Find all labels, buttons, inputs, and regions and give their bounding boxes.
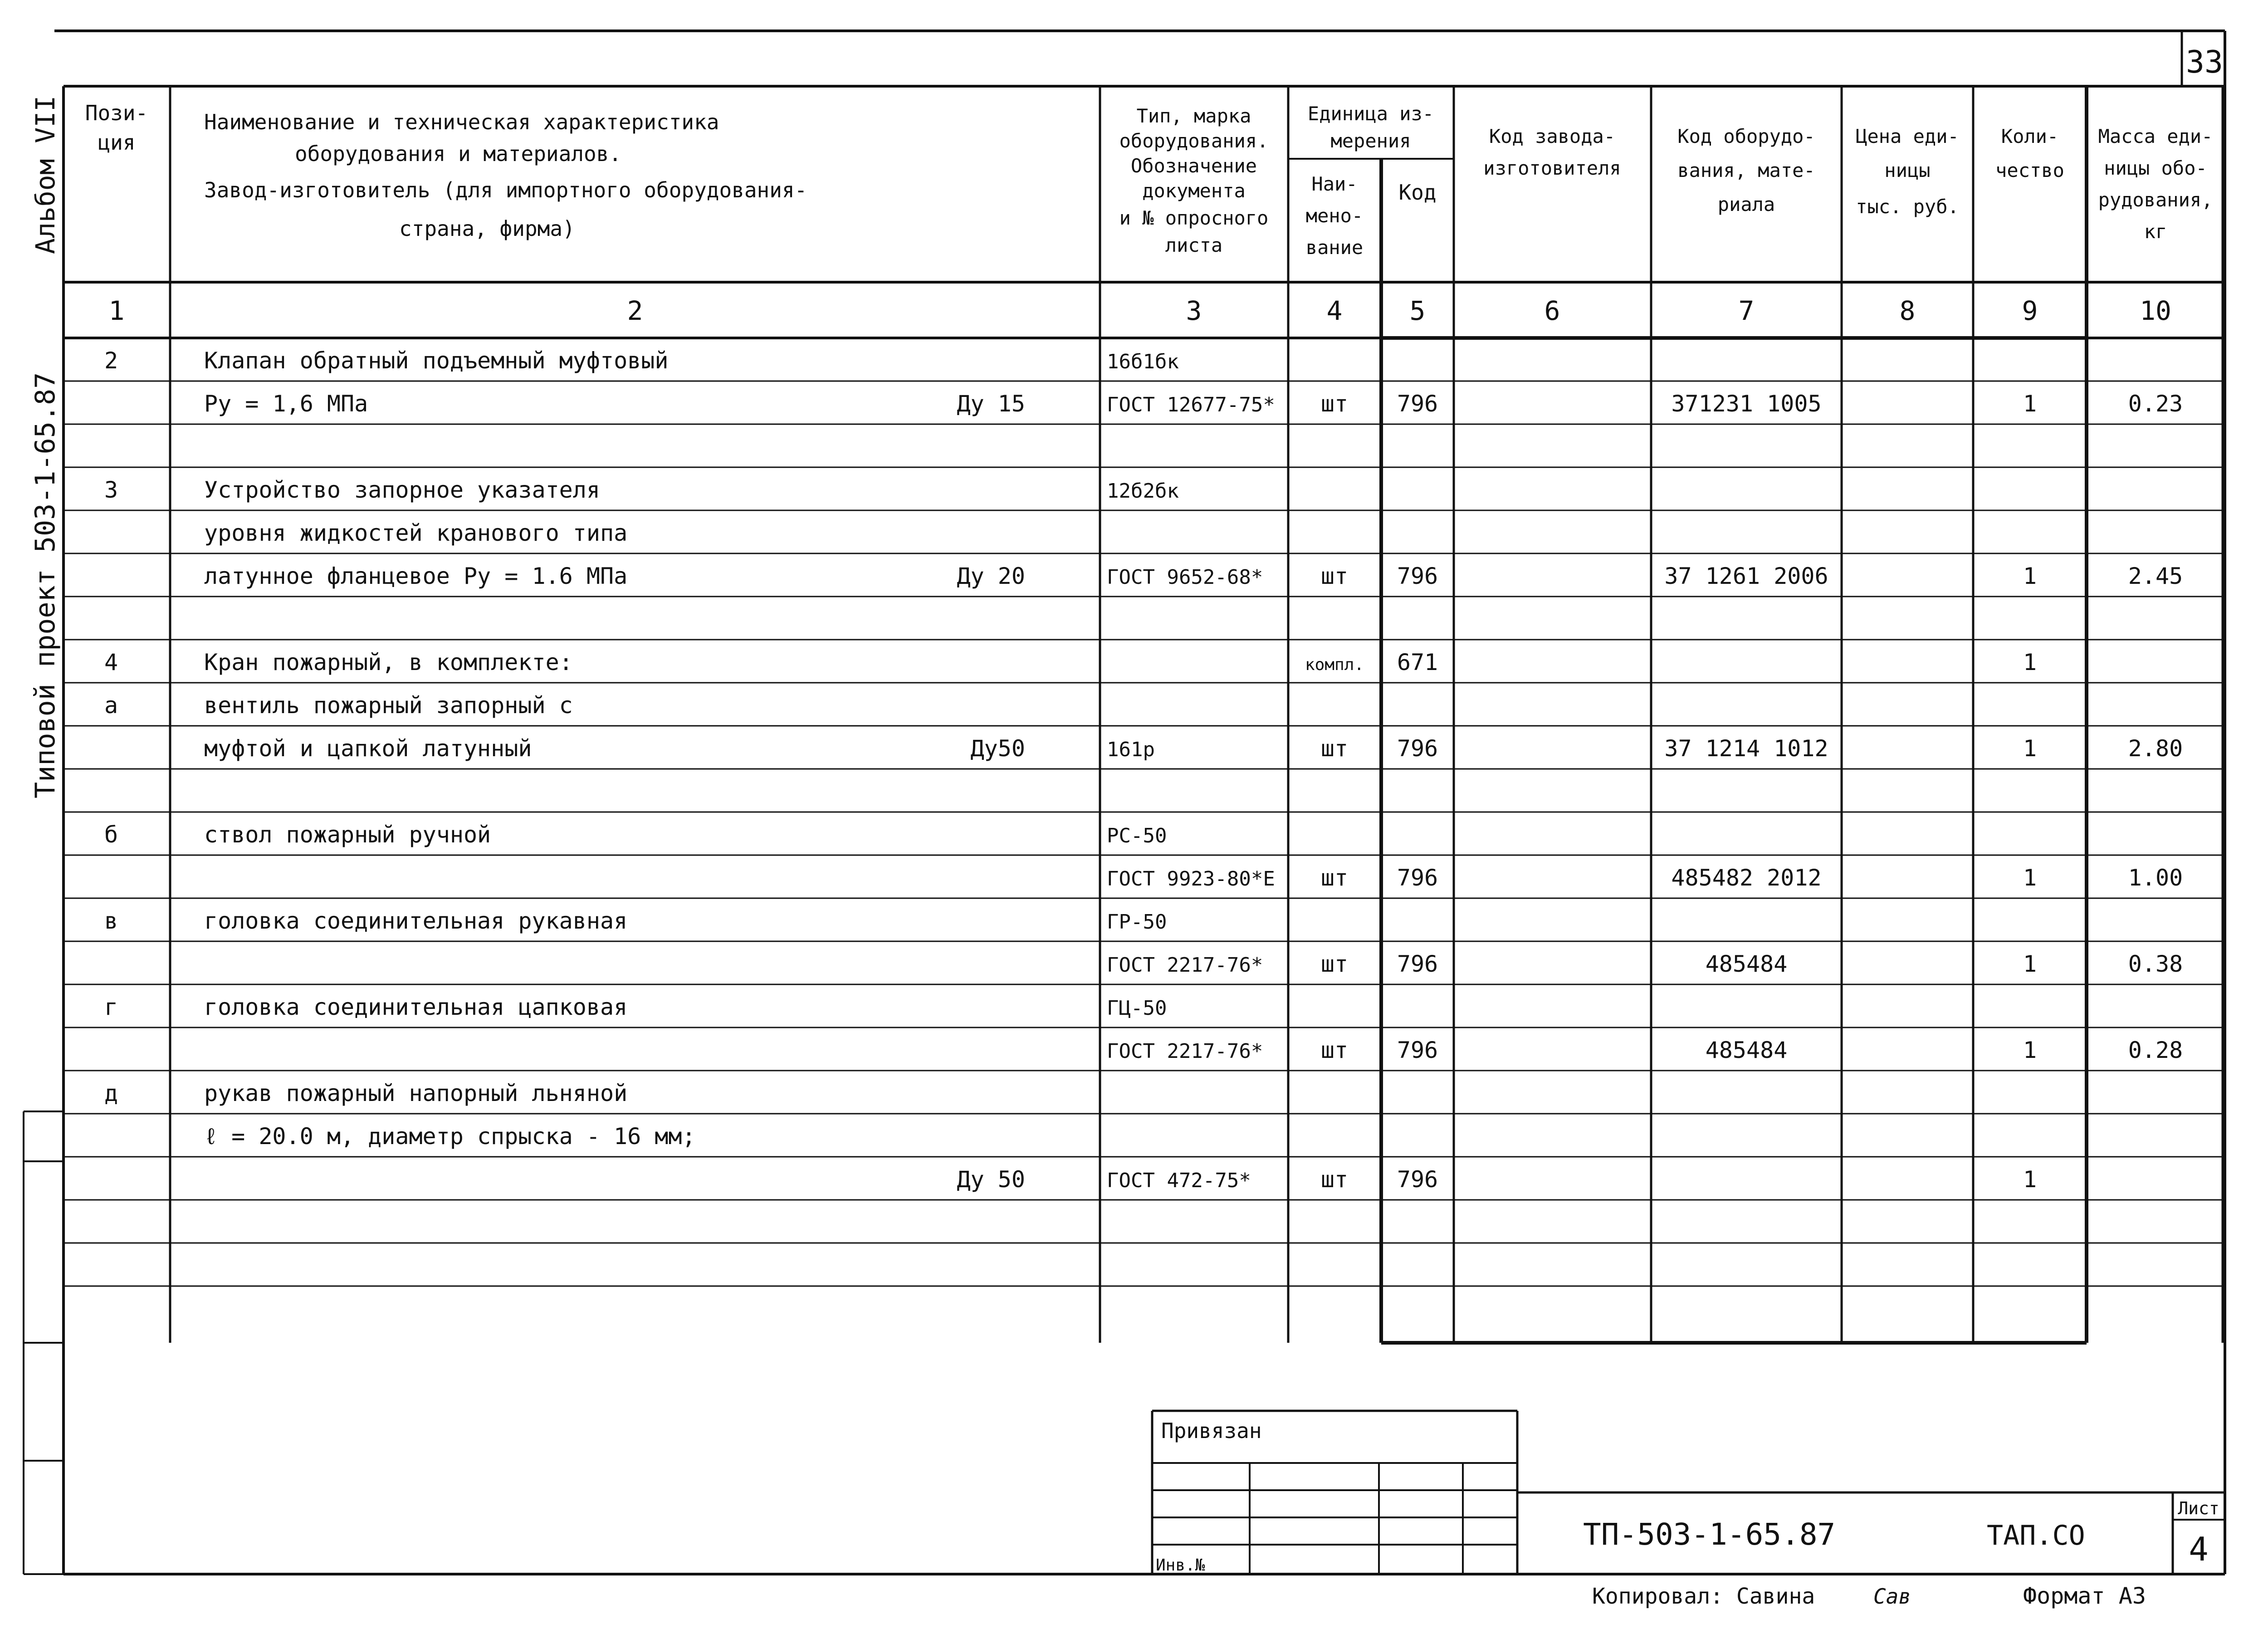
hdr-col4-line2: мено- — [1305, 205, 1364, 227]
cell-pos: 3 — [104, 477, 118, 503]
cell-mass: 2.80 — [2128, 735, 2183, 762]
table-row — [104, 822, 1167, 848]
cell-name: уровня жидкостей кранового типа — [204, 520, 628, 546]
cell-qty: 1 — [2023, 951, 2037, 977]
cell-unit: шт — [1320, 735, 1349, 762]
cell-name: муфтой и цапкой латунный — [204, 735, 532, 762]
hdr-col9-line2: чество — [1995, 159, 2064, 181]
cell-pos: 2 — [104, 347, 118, 374]
table-row — [104, 908, 1167, 934]
cell-qty: 1 — [2023, 1037, 2037, 1063]
table-row — [204, 735, 2183, 762]
cell-name: рукав пожарный напорный льняной — [204, 1080, 628, 1106]
hdr-col7-line1: Код оборудо- — [1677, 125, 1815, 147]
side-project-label: Типовой проект 503-1-65.87 — [29, 372, 61, 798]
cell-code: 671 — [1397, 649, 1438, 675]
hdr-col3-line2: оборудования. — [1119, 130, 1269, 152]
hdr-col2-line1: Наименование и техническая характеристика — [204, 110, 719, 134]
cell-mass: 0.23 — [2128, 391, 2183, 417]
cell-equip-code: 485484 — [1705, 1037, 1788, 1063]
cell-code: 796 — [1397, 563, 1438, 589]
table-row — [104, 347, 1179, 374]
cell-qty: 1 — [2023, 735, 2037, 762]
table-row — [104, 994, 1167, 1020]
cell-name: Устройство запорное указателя — [204, 477, 600, 503]
table-row — [204, 520, 627, 546]
colnum-3: 3 — [1186, 295, 1202, 326]
cell-unit: компл. — [1305, 656, 1364, 674]
cell-type: 12б2бк — [1107, 479, 1179, 503]
cell-dn: Ду 50 — [957, 1166, 1025, 1193]
table-row — [1107, 865, 2183, 891]
hdr-col7-line3: риала — [1717, 193, 1775, 215]
footer-copied: Копировал: Савина — [1592, 1584, 1815, 1609]
cell-name: головка соединительная цапковая — [204, 994, 628, 1020]
colnum-9: 9 — [2022, 295, 2038, 326]
cell-unit: шт — [1320, 1166, 1349, 1193]
hdr-col10-line1: Масса еди- — [2098, 125, 2213, 147]
table-header — [85, 101, 2213, 259]
stamp-sheet-label: Лист — [2178, 1498, 2219, 1518]
cell-type: РС-50 — [1107, 824, 1167, 847]
hdr-col10-line4: кг — [2144, 220, 2167, 243]
cell-code: 796 — [1397, 1166, 1438, 1193]
cell-qty: 1 — [2023, 391, 2037, 417]
cell-code: 796 — [1397, 735, 1438, 762]
cell-type: 161р — [1107, 738, 1155, 761]
cell-equip-code: 37 1261 2006 — [1664, 563, 1828, 589]
cell-type: ГР-50 — [1107, 910, 1167, 934]
cell-mass: 2.45 — [2128, 563, 2183, 589]
footer-signature: Сав — [1873, 1584, 1911, 1609]
cell-type: ГОСТ 2217-76* — [1107, 1040, 1263, 1063]
colnum-8: 8 — [1899, 295, 1916, 326]
stamp-set-code: ТАП.СО — [1987, 1520, 2085, 1551]
cell-equip-code: 485484 — [1705, 951, 1788, 977]
table-row — [957, 1166, 2037, 1193]
table-row — [104, 692, 573, 719]
cell-name: Ру = 1,6 МПа — [204, 391, 368, 417]
table-row — [204, 1123, 696, 1150]
cell-code: 796 — [1397, 391, 1438, 417]
cell-code: 796 — [1397, 865, 1438, 891]
cell-pos: г — [104, 994, 118, 1020]
colnum-1: 1 — [108, 295, 125, 326]
cell-equip-code: 37 1214 1012 — [1664, 735, 1828, 762]
cell-type: ГОСТ 9923-80*Е — [1107, 867, 1275, 890]
hdr-col7-line2: вания, мате- — [1677, 159, 1815, 181]
cell-name: Клапан обратный подъемный муфтовый — [204, 347, 669, 374]
cell-code: 796 — [1397, 951, 1438, 977]
hdr-col4-line1: Наи- — [1311, 173, 1358, 195]
hdr-col3-line1: Тип, марка — [1136, 105, 1251, 127]
cell-type: ГОСТ 12677-75* — [1107, 393, 1275, 416]
hdr-col2-line2: оборудования и материалов. — [295, 142, 622, 166]
hdr-col8-line2: ницы — [1884, 159, 1931, 181]
table-row — [104, 649, 2037, 675]
stamp-attached: Привязан — [1161, 1419, 1262, 1443]
cell-qty: 1 — [2023, 649, 2037, 675]
hdr-col2-line3: Завод-изготовитель (для импортного оборудования- — [204, 178, 807, 202]
cell-unit: шт — [1320, 391, 1349, 417]
cell-unit: шт — [1320, 563, 1349, 589]
cell-qty: 1 — [2023, 865, 2037, 891]
cell-pos: а — [104, 692, 118, 719]
footer-format: Формат А3 — [2023, 1583, 2146, 1609]
cell-name: ствол пожарный ручной — [204, 822, 491, 848]
hdr-col8-line1: Цена еди- — [1856, 125, 1959, 147]
hdr-col10-line2: ницы обо- — [2104, 157, 2207, 179]
cell-dn: Ду50 — [970, 735, 1025, 762]
cell-name: головка соединительная рукавная — [204, 908, 628, 934]
hdr-col8-line3: тыс. руб. — [1856, 196, 1959, 218]
page-number: 33 — [2186, 44, 2223, 80]
table-row — [204, 563, 2183, 589]
cell-name: Кран пожарный, в комплекте: — [204, 649, 573, 675]
cell-type: ГОСТ 2217-76* — [1107, 954, 1263, 977]
colnum-7: 7 — [1738, 295, 1755, 326]
hdr-col9-line1: Коли- — [2001, 125, 2059, 147]
table-row — [204, 391, 2183, 417]
hdr-col2-line4: страна, фирма) — [399, 216, 575, 241]
cell-mass: 0.28 — [2128, 1037, 2183, 1063]
stamp-sheet-no: 4 — [2189, 1530, 2209, 1568]
hdr-col3-line3: Обозначение — [1130, 155, 1257, 177]
cell-mass: 1.00 — [2128, 865, 2183, 891]
cell-qty: 1 — [2023, 1166, 2037, 1193]
stamp-inv: Инв.№ — [1156, 1556, 1205, 1575]
cell-dn: Ду 20 — [957, 563, 1025, 589]
table-row — [104, 1080, 627, 1106]
hdr-col3-line5: и № опросного — [1119, 207, 1269, 229]
cell-pos: д — [104, 1080, 118, 1106]
cell-pos: б — [104, 822, 118, 848]
table-row — [1107, 1037, 2183, 1063]
colnum-2: 2 — [627, 295, 643, 326]
hdr-col6-line1: Код завода- — [1489, 125, 1616, 147]
hdr-col3-line4: документа — [1142, 180, 1246, 202]
hdr-unit-line1: Единица из- — [1307, 103, 1434, 125]
colnum-4: 4 — [1326, 295, 1343, 326]
cell-unit: шт — [1320, 1037, 1349, 1063]
hdr-col3-line6: листа — [1165, 234, 1223, 256]
cell-type: ГОСТ 472-75* — [1107, 1169, 1251, 1192]
hdr-col6-line2: изготовителя — [1483, 157, 1621, 179]
colnum-5: 5 — [1409, 295, 1426, 326]
hdr-col10-line3: рудования, — [2098, 189, 2213, 211]
colnum-6: 6 — [1544, 295, 1560, 326]
column-numbers — [109, 295, 2171, 326]
cell-unit: шт — [1320, 865, 1349, 891]
cell-equip-code: 371231 1005 — [1671, 391, 1822, 417]
cell-pos: 4 — [104, 649, 118, 675]
table-row — [1107, 951, 2183, 977]
hdr-unit-line2: мерения — [1330, 130, 1411, 152]
hdr-col5: Код — [1398, 180, 1437, 205]
hdr-col1-line2: ция — [98, 130, 136, 155]
cell-name: вентиль пожарный запорный с — [204, 692, 573, 719]
cell-name: латунное фланцевое Ру = 1.6 МПа — [204, 563, 628, 589]
cell-name: ℓ = 20.0 м, диаметр спрыска - 16 мм; — [204, 1123, 696, 1150]
cell-unit: шт — [1320, 951, 1349, 977]
cell-type: ГЦ-50 — [1107, 997, 1167, 1020]
cell-pos: в — [104, 908, 118, 934]
cell-type: 16б1бк — [1107, 350, 1179, 373]
cell-dn: Ду 15 — [957, 391, 1025, 417]
cell-mass: 0.38 — [2128, 951, 2183, 977]
hdr-col1-line1: Пози- — [85, 101, 148, 125]
colnum-10: 10 — [2140, 295, 2171, 326]
cell-type: ГОСТ 9652-68* — [1107, 566, 1263, 589]
cell-equip-code: 485482 2012 — [1671, 865, 1822, 891]
stamp-doc-code: ТП-503-1-65.87 — [1583, 1517, 1836, 1552]
table-row — [104, 477, 1179, 503]
cell-code: 796 — [1397, 1037, 1438, 1063]
hdr-col4-line3: вание — [1305, 236, 1364, 259]
table-body — [104, 347, 2183, 1193]
album-label: Альбом VII — [30, 95, 61, 254]
cell-qty: 1 — [2023, 563, 2037, 589]
